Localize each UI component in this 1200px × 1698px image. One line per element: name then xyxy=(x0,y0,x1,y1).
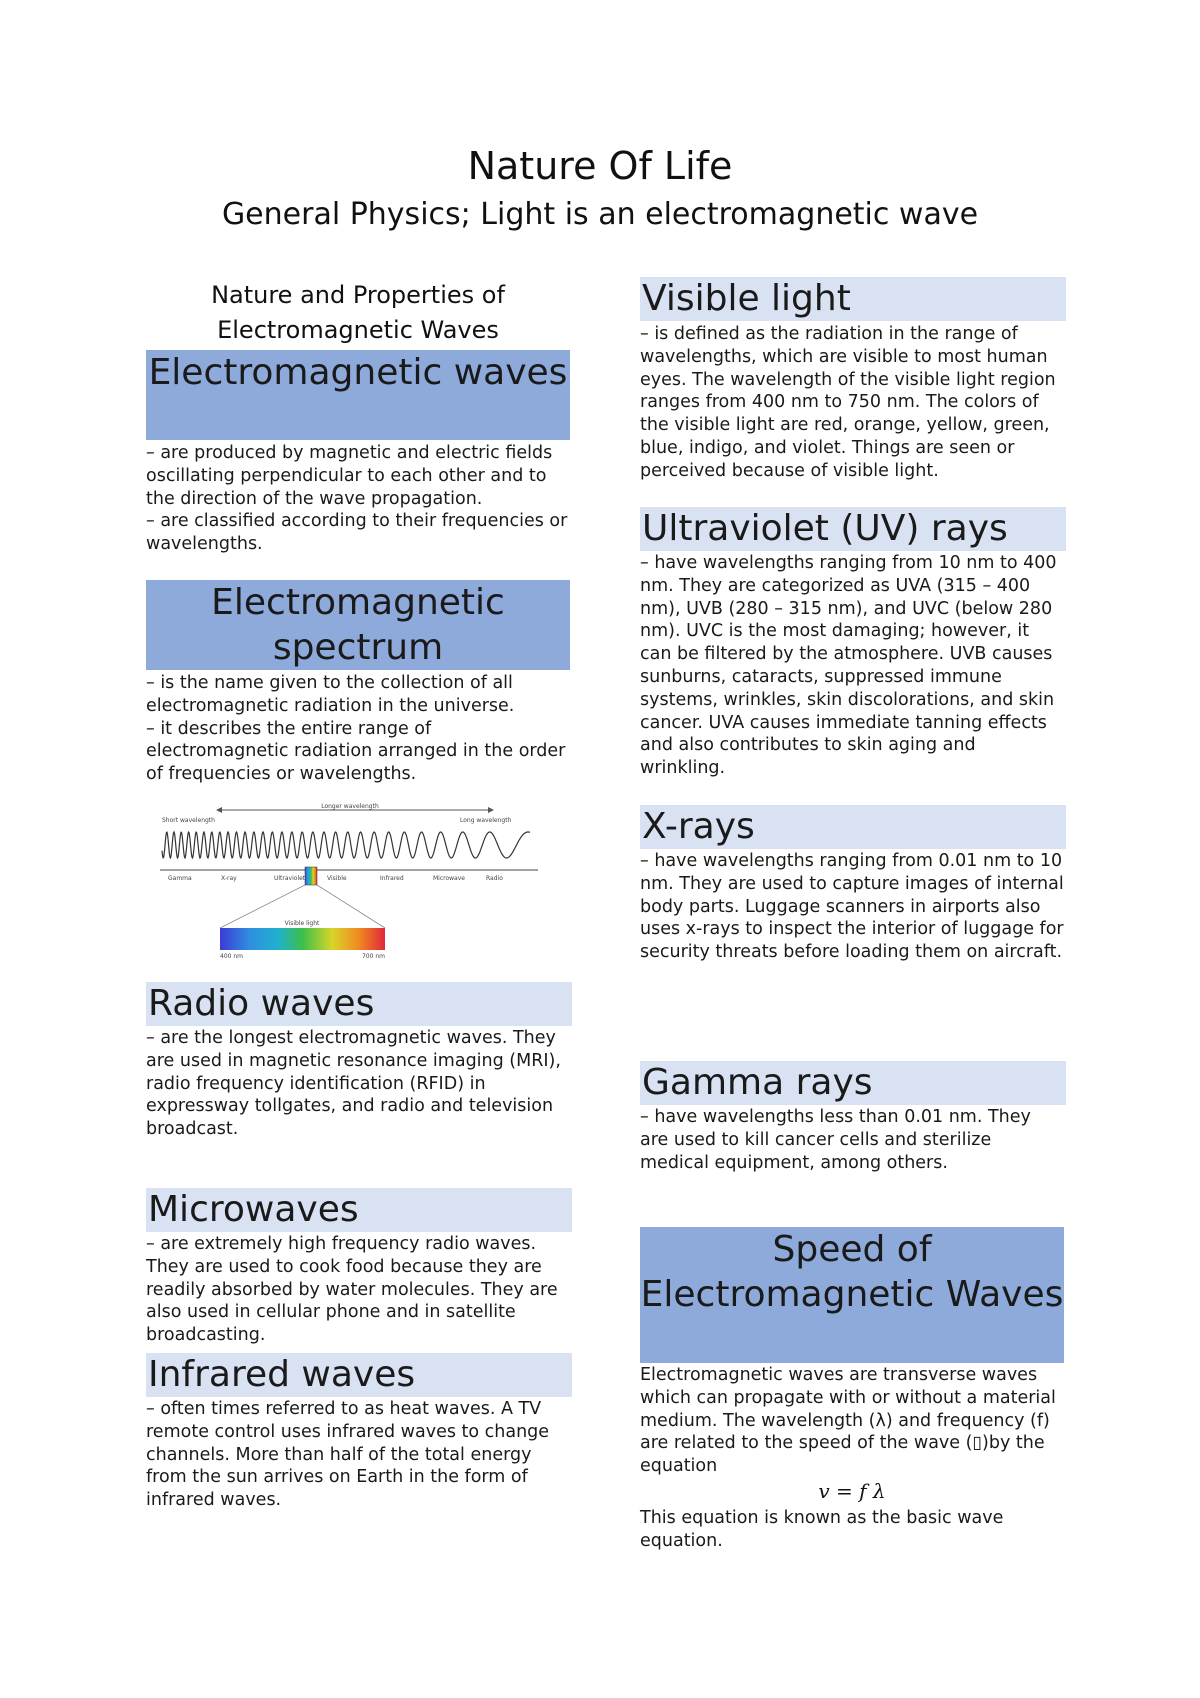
band-labels xyxy=(168,875,503,882)
zoom-line-right xyxy=(317,885,385,928)
radio-text: – are the longest electromagnetic waves. They are used in magnetic resonance imaging (MRI), radio frequency identification (RFID) in expressway tollgates, and radio and television broadcast. xyxy=(146,1028,561,1140)
microwaves-text: – are extremely high frequency radio waves. They are used to cook food because they are readily absorbed by water molecules. They are also used in cellular phone and in satellite broadcasting. xyxy=(146,1234,558,1346)
visible-right-label: 700 nm xyxy=(361,953,385,960)
page-subtitle: General Physics; Light is an electromagnetic wave xyxy=(221,197,979,232)
arrow-head-right xyxy=(488,807,494,813)
em-spectrum-text: – is the name given to the collection of all electromagnetic radiation in the universe. – it describes the entire range of electromagnetic radiation arranged in the order of frequencies or wavelengths. xyxy=(146,673,566,785)
band-label: Radio xyxy=(486,875,503,882)
uv-text: – have wavelengths ranging from 10 nm to 400 nm. They are categorized as UVA (315 – 400 nm), UVB (280 – 315 nm), and UVC (below 280 nm). UVC is the most damaging; however, it can be filtered by the atmosphere. UVB causes sunburns, cataracts, suppressed immune systems, wrinkles, skin discolorations, and skin cancer. UVA causes immediate tanning effects and also contributes to skin aging and wrinkling. xyxy=(640,553,1057,779)
visible-light-bar xyxy=(220,928,385,950)
gamma-heading: Gamma rays xyxy=(640,1061,1066,1105)
em-spectrum-diagram xyxy=(160,800,540,970)
band-label: Ultraviolet xyxy=(274,875,306,882)
speed-after-text: This equation is known as the basic wave equation. xyxy=(640,1508,1004,1551)
speed-text: Electromagnetic waves are transverse waves which can propagate with or without a material medium. The wavelength (λ) and frequency (f) are related to the speed of the wave (▯)by the equation xyxy=(640,1365,1056,1477)
band-label: Gamma xyxy=(168,875,192,882)
wave-curve xyxy=(162,832,530,858)
gamma-text: – have wavelengths less than 0.01 nm. They are used to kill cancer cells and sterilize medical equipment, among others. xyxy=(640,1107,1031,1173)
infrared-text: – often times referred to as heat waves. A TV remote control uses infrared waves to change channels. More than half of the total energy from the sun arrives on Earth in the form of infrared waves. xyxy=(146,1399,550,1511)
band-label: X-ray xyxy=(221,875,237,882)
microwaves-heading: Microwaves xyxy=(146,1188,572,1232)
infrared-heading: Infrared waves xyxy=(146,1353,572,1397)
diagram-top-label: Longer wavelength xyxy=(321,803,379,810)
section-heading: Nature and Properties of Electromagnetic Waves xyxy=(211,281,505,344)
wave-equation: v = f λ xyxy=(818,1479,886,1503)
visible-light-heading: Visible light xyxy=(640,277,1066,321)
visible-light-label: Visible light xyxy=(284,920,320,927)
band-label: Infrared xyxy=(380,875,404,882)
radio-heading: Radio waves xyxy=(146,982,572,1026)
visible-left-label: 400 nm xyxy=(220,953,244,960)
em-spectrum-heading: Electromagnetic spectrum xyxy=(146,580,570,670)
xray-heading: X-rays xyxy=(640,805,1066,849)
em-waves-text: – are produced by magnetic and electric fields oscillating perpendicular to each other and to the direction of the wave propagation. – are classified according to their frequencies or wavelengths. xyxy=(146,443,568,555)
visible-band-marker xyxy=(305,867,317,885)
xray-text: – have wavelengths ranging from 0.01 nm to 10 nm. They are used to capture images of internal body parts. Luggage scanners in airports also uses x-rays to inspect the interior of luggage for security threats before loading them on aircraft. xyxy=(640,851,1064,963)
diagram-left-label: Short wavelength xyxy=(162,817,215,824)
band-label: Visible xyxy=(327,875,347,882)
page-title: Nature Of Life xyxy=(467,144,733,188)
band-label: Microwave xyxy=(433,875,465,882)
visible-light-text: – is defined as the radiation in the range of wavelengths, which are visible to most human eyes. The wavelength of the visible light region ranges from 400 nm to 750 nm. The colors of the visible light are red, orange, yellow, green, blue, indigo, and violet. Things are seen or perceived because of visible light. xyxy=(640,324,1056,481)
diagram-right-label: Long wavelength xyxy=(460,817,512,824)
arrow-head-left xyxy=(216,807,222,813)
speed-heading: Speed of Electromagnetic Waves xyxy=(640,1227,1064,1363)
em-waves-heading: Electromagnetic waves xyxy=(146,350,570,440)
uv-heading: Ultraviolet (UV) rays xyxy=(640,507,1066,551)
